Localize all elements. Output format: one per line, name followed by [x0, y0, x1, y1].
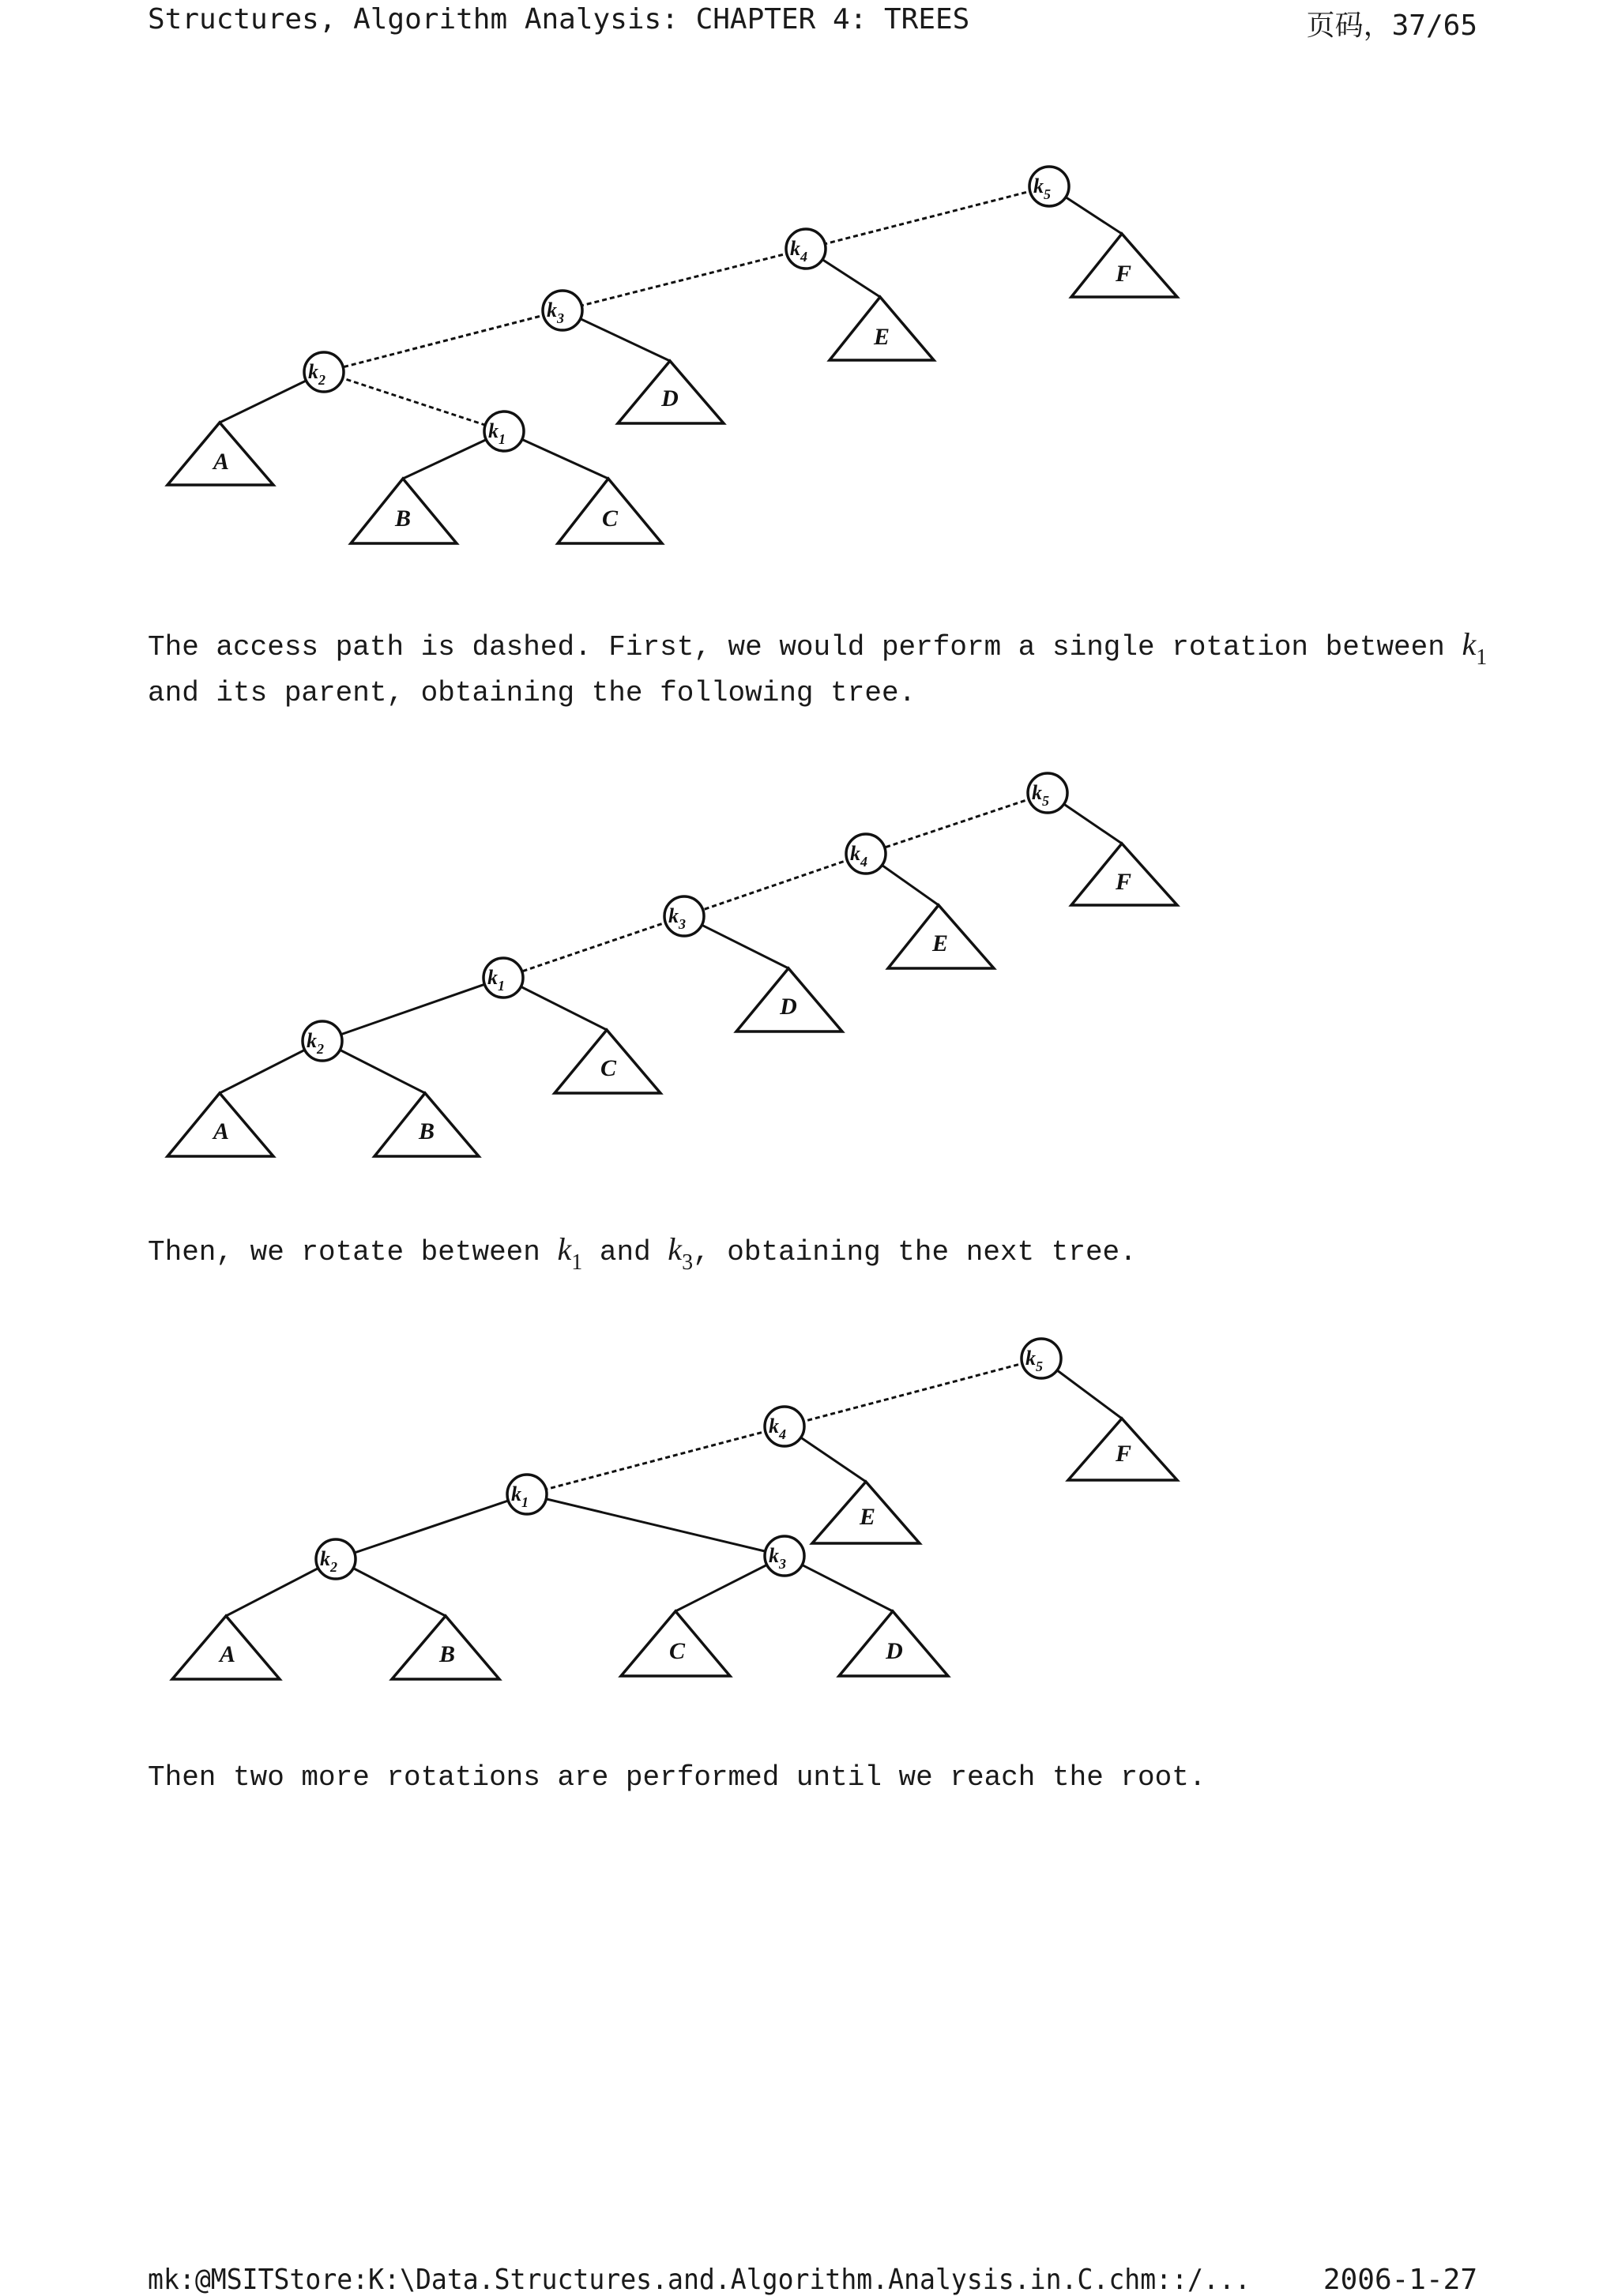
splay-tree-figure-1: [0, 118, 1264, 577]
page-header-title: Structures, Algorithm Analysis: CHAPTER 4: TREES: [148, 3, 970, 36]
math-subscript: 3: [682, 1250, 694, 1275]
math-subscript: 1: [1476, 645, 1488, 670]
subtree-label: B: [394, 505, 412, 532]
subtree-label: B: [438, 1641, 456, 1667]
subtree-label: D: [661, 385, 679, 411]
tree-edge: [527, 1494, 785, 1556]
node-label: $k_5$: [1025, 1347, 1043, 1374]
subtree-label: D: [886, 1638, 903, 1664]
dashed-edge: [527, 1426, 785, 1494]
subtree-label: C: [600, 1055, 617, 1081]
paragraph-text: The access path is dashed. First, we would perform a single rotation between: [148, 631, 1445, 663]
node-label: $k_1$: [488, 419, 506, 447]
node-label: $k_5$: [1032, 781, 1049, 809]
math-k: k: [557, 1231, 572, 1267]
subtree-label: D: [780, 994, 797, 1020]
paragraph-text: and: [599, 1236, 651, 1268]
dashed-edge: [563, 249, 806, 310]
dashed-edge: [684, 854, 866, 916]
dashed-edge: [324, 372, 504, 431]
node-label: $k_2$: [308, 360, 325, 388]
math-subscript: 1: [571, 1250, 583, 1275]
math-k: k: [1462, 626, 1477, 662]
paragraph-text: Then, we rotate between: [148, 1236, 540, 1268]
node-label: $k_4$: [769, 1415, 786, 1442]
subtree-label: A: [213, 1118, 230, 1144]
subtree-label: A: [219, 1641, 236, 1667]
node-label: $k_3$: [668, 904, 686, 932]
subtree-label: C: [668, 1638, 686, 1664]
dashed-edge: [785, 1358, 1041, 1426]
subtree-label: E: [859, 1504, 876, 1530]
tree-edge: [322, 978, 503, 1041]
subtree-label: F: [1115, 869, 1132, 895]
node-label: $k_4$: [850, 842, 867, 870]
dashed-edge: [324, 310, 563, 372]
splay-tree-figure-2: [0, 758, 1264, 1169]
dashed-edge: [866, 793, 1048, 854]
paragraph-2: [148, 1225, 1137, 1287]
subtree-label: F: [1115, 261, 1132, 287]
tree-edge: [336, 1494, 527, 1559]
node-label: $k_1$: [511, 1482, 529, 1510]
node-label: $k_2$: [307, 1029, 324, 1057]
node-label: $k_1$: [487, 966, 505, 994]
node-label: $k_4$: [790, 237, 807, 265]
dashed-edge: [503, 916, 684, 978]
footer-path: mk:@MSITStore:K:\Data.Structures.and.Algorithm.Analysis.in.C.chm::/...: [148, 2264, 1251, 2296]
node-label: $k_2$: [320, 1547, 337, 1575]
dashed-edge: [806, 186, 1049, 249]
subtree-label: E: [931, 930, 949, 956]
subtree-label: E: [873, 324, 890, 350]
splay-tree-figure-3: [0, 1311, 1264, 1690]
paragraph-1-line-2: and its parent, obtaining the following tree.: [148, 677, 916, 709]
footer-date: 2006-1-27: [1323, 2264, 1477, 2296]
subtree-label: B: [418, 1118, 435, 1144]
subtree-label: C: [601, 505, 619, 532]
subtree-label: F: [1115, 1441, 1132, 1467]
node-label: $k_5$: [1033, 175, 1051, 202]
node-label: $k_3$: [769, 1544, 786, 1572]
math-k: k: [668, 1231, 683, 1267]
node-label: $k_3$: [547, 299, 564, 326]
subtree-label: A: [213, 449, 230, 475]
page-number: 页码，37/65: [1306, 9, 1477, 42]
paragraph-3: Then two more rotations are performed until we reach the root.: [148, 1761, 1206, 1794]
paragraph-text: , obtaining the next tree.: [693, 1236, 1137, 1268]
